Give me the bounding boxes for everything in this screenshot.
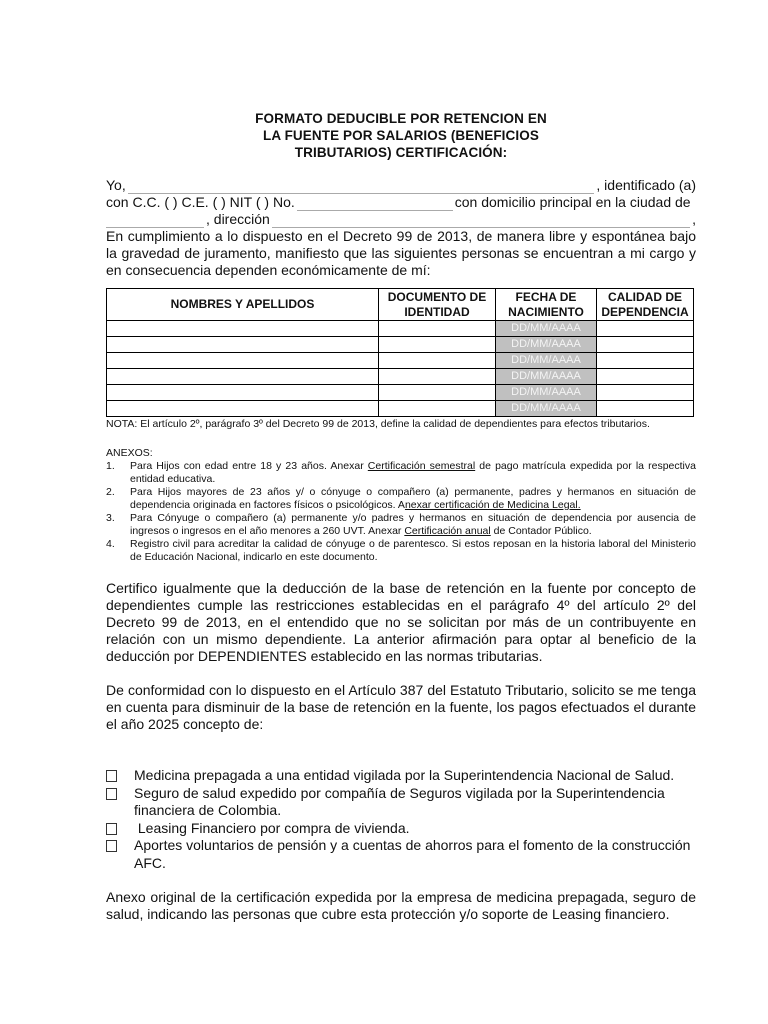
dependency-cell[interactable] (597, 401, 694, 417)
header-nombres: NOMBRES Y APELLIDOS (107, 289, 379, 321)
cumplimiento-text: En cumplimiento a lo dispuesto en el Decreto 99 de 2013, de manera libre y espontánea bajo la gravedad de juramento, manifiesto que las siguientes personas se encuentran a mi cargo y en consecuencia dependen económicamente de mí: (106, 228, 696, 278)
name-cell[interactable] (107, 337, 379, 353)
date-cell[interactable]: DD/MM/AAAA (496, 401, 597, 417)
anexo-text-part: Para Cónyuge o compañero (a) permanente y/o padres y hermanos en situación de dependencia por ausencia de ingresos o ingresos en el año menores a 260 UVT. Anexar (130, 512, 696, 537)
declaration-intro (106, 177, 696, 279)
nota-text: NOTA: El artículo 2º, parágrafo 3º del Decreto 99 de 2013, define la calidad de dependientes para efectos tributarios. (106, 418, 650, 430)
comma: , (692, 211, 696, 227)
deduction-options (106, 767, 696, 872)
anexo-text-part: Para Hijos con edad entre 18 y 23 años. Anexar (130, 460, 368, 472)
document-page (106, 110, 696, 923)
option-label: Medicina prepagada a una entidad vigilada por la Superintendencia Nacional de Salud. (134, 767, 675, 783)
title-line: LA FUENTE POR SALARIOS (BENEFICIOS (263, 128, 539, 143)
document-cell[interactable] (379, 369, 496, 385)
anexo-original-paragraph: Anexo original de la certificación expedida por la empresa de medicina prepagada, seguro de salud, indicando las personas que cubre esta protección y/o soporte de Leasing financiero. (106, 889, 696, 922)
document-cell[interactable] (379, 337, 496, 353)
domicilio-label: con domicilio principal en la ciudad de (454, 194, 691, 210)
date-cell[interactable]: DD/MM/AAAA (496, 353, 597, 369)
header-fecha: FECHA DE NACIMIENTO (496, 289, 597, 321)
option-label: Leasing Financiero por compra de vivienda. (134, 819, 410, 836)
id-number-blank[interactable] (297, 198, 453, 211)
header-documento: DOCUMENTO DE IDENTIDAD (379, 289, 496, 321)
anexo-number: 2. (106, 486, 115, 498)
name-line (106, 177, 696, 194)
dependency-cell[interactable] (597, 385, 694, 401)
conformidad-paragraph: De conformidad con lo dispuesto en el Artículo 387 del Estatuto Tributario, solicito se me tenga en cuenta para disminuir de la base de retención en la fuente, los pagos efectuados el durante el año 2025 concepto de: (106, 682, 696, 732)
anexo-text-part: Registro civil para acreditar la calidad de cónyuge o de parentesco. Si estos reposan en la historia laboral del Ministerio de Educación Nacional, indicarlo en este documento. (130, 538, 696, 563)
anexo-text-part: de pago matrícula expedida por la respectiva entidad educativa. (130, 460, 696, 485)
dependency-cell[interactable] (597, 321, 694, 337)
title-line: FORMATO DEDUCIBLE POR RETENCION EN (255, 111, 547, 126)
deduction-option (106, 820, 696, 838)
date-cell[interactable]: DD/MM/AAAA (496, 385, 597, 401)
anexo-text-part: de Contador Público. (490, 525, 592, 537)
anexos-list (106, 460, 696, 564)
anexo-underlined-requirement: Certificación semestral (367, 460, 476, 472)
option-label: Aportes voluntarios de pensión y a cuentas de ahorros para el fomento de la construcción AFC. (134, 837, 694, 871)
table-row (107, 401, 694, 417)
checkbox-wrapper (106, 785, 134, 820)
city-blank[interactable] (106, 215, 204, 228)
anexos-title: ANEXOS: (106, 447, 153, 459)
id-line (106, 194, 696, 211)
anexo-text (130, 486, 696, 512)
checkbox-wrapper (106, 837, 134, 872)
dependency-cell[interactable] (597, 337, 694, 353)
date-cell[interactable]: DD/MM/AAAA (496, 369, 597, 385)
anexo-number: 3. (106, 512, 115, 524)
anexo-text-part: Para Hijos mayores de 23 años y/ o cónyuge o compañero (a) permanente, padres y hermanos en situación de dependencia originada en factores físicos o psicológicos. A (130, 486, 696, 511)
date-cell[interactable]: DD/MM/AAAA (496, 321, 597, 337)
table-header-row (107, 289, 694, 321)
date-cell[interactable]: DD/MM/AAAA (496, 337, 597, 353)
anexo-number: 4. (106, 538, 115, 550)
document-cell[interactable] (379, 353, 496, 369)
checkbox-icon[interactable] (106, 823, 117, 835)
checkbox-wrapper (106, 820, 134, 838)
anexo-underlined-requirement: nexar certificación de Medicina Legal. (404, 499, 581, 511)
table-row (107, 337, 694, 353)
direccion-label: , dirección (206, 211, 270, 227)
certifico-paragraph: Certifico igualmente que la deducción de la base de retención en la fuente por concepto de dependientes cumple las restricciones establecidas en el parágrafo 4º del artículo 2º del Decreto 99 de 2013, en el entendido que no se solicitan por más de un contribuyente en relación con un mismo dependiente. La anterior afirmación para optar al beneficio de la deducción por DEPENDIENTES establecido en las normas tributarias. (106, 580, 696, 664)
anexo-text (130, 538, 696, 564)
title-line: TRIBUTARIOS) CERTIFICACIÓN: (294, 145, 508, 160)
checkbox-wrapper (106, 767, 134, 785)
anexo-item (106, 512, 696, 538)
option-label: Seguro de salud expedido por compañía de Seguros vigilada por la Superintendencia financiera de Colombia. (134, 784, 669, 818)
anexo-underlined-requirement: Certificación anual (404, 525, 491, 537)
dependency-cell[interactable] (597, 369, 694, 385)
address-blank[interactable] (272, 215, 690, 228)
yo-label: Yo, (106, 177, 126, 193)
deduction-option (106, 767, 696, 785)
document-title (106, 110, 696, 161)
anexo-item (106, 486, 696, 512)
document-cell[interactable] (379, 321, 496, 337)
name-cell[interactable] (107, 385, 379, 401)
deduction-option (106, 837, 696, 872)
table-row (107, 385, 694, 401)
checkbox-icon[interactable] (106, 770, 117, 782)
address-line (106, 211, 696, 228)
anexo-item (106, 538, 696, 564)
name-cell[interactable] (107, 353, 379, 369)
checkbox-icon[interactable] (106, 788, 117, 800)
table-row (107, 353, 694, 369)
document-cell[interactable] (379, 385, 496, 401)
identificado-label: , identificado (a) (596, 177, 696, 193)
name-cell[interactable] (107, 321, 379, 337)
anexo-text (130, 460, 696, 486)
table-row (107, 321, 694, 337)
anexo-number: 1. (106, 460, 115, 472)
name-cell[interactable] (107, 401, 379, 417)
table-row (107, 369, 694, 385)
dependency-cell[interactable] (597, 353, 694, 369)
document-cell[interactable] (379, 401, 496, 417)
checkbox-icon[interactable] (106, 840, 117, 852)
anexo-text (130, 512, 696, 538)
header-calidad: CALIDAD DE DEPENDENCIA (597, 289, 694, 321)
anexo-item (106, 460, 696, 486)
dependents-table (106, 288, 694, 417)
deduction-option (106, 785, 696, 820)
id-type-label: con C.C. ( ) C.E. ( ) NIT ( ) No. (106, 194, 295, 210)
name-blank[interactable] (128, 181, 595, 194)
name-cell[interactable] (107, 369, 379, 385)
